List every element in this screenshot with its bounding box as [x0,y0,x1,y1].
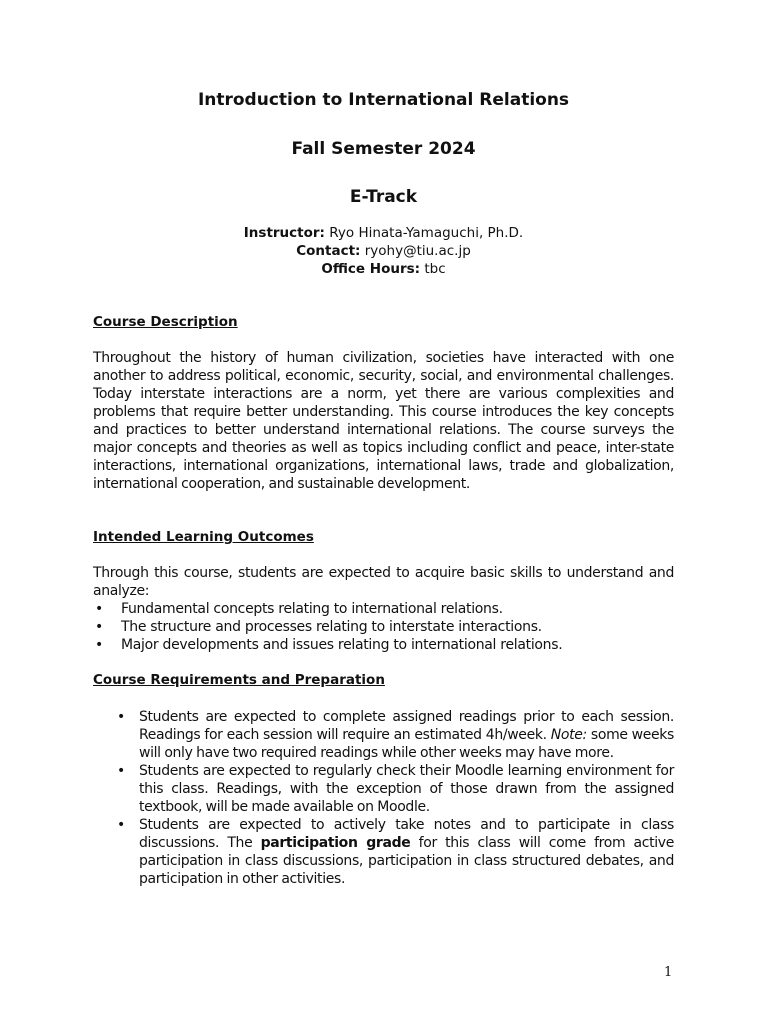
course-title: Introduction to International Relations [197,90,570,110]
contact-line [93,242,674,260]
contact-label: Contact: [296,243,361,259]
contact-value: ryohy@tiu.ac.jp [360,243,471,259]
list-item: • Students are expected to regularly check their Moodle learning environment for this class. Readings, with the exception of those drawn from the assigned textbook, will be made available on Moodle. [117,763,674,815]
bullet-icon: • [95,619,103,635]
list-item: • Fundamental concepts relating to international relations. [95,601,503,617]
office-hours-value: tbc [420,261,446,277]
learning-outcomes-list [93,600,674,654]
bullet-icon: • [117,817,125,833]
office-hours-line [93,260,674,278]
list-item: • The structure and processes relating to interstate interactions. [95,619,542,635]
semester-title: Fall Semester 2024 [291,139,476,159]
learning-outcomes-intro: Through this course, students are expected to acquire basic skills to understand and analyze: [93,565,674,599]
bullet-icon: • [95,601,103,617]
list-item: • Students are expected to complete assigned readings prior to each session. Readings for each session will require an estimated 4h/week. Note: some weeks will only have two required readings while other weeks may have more. [117,709,674,761]
page-number: 1 [664,965,673,980]
course-description-heading: Course Description [93,314,238,330]
requirements-heading: Course Requirements and Preparation [93,672,385,688]
course-description-text: Throughout the history of human civilization, societies have interacted with one another to address political, economic, security, social, and environmental challenges. Today interstate interactions are a norm, yet there are various complexities and problems that require better understanding. This course introduces the key concepts and practices to better understand international relations. The course surveys the major concepts and theories as well as topics including conflict and peace, inter-state interactions, international organizations, international laws, trade and globalization, international cooperation, and sustainable development. [93,350,674,492]
list-item: • Major developments and issues relating to international relations. [95,637,563,653]
participation-grade-bold: participation grade [260,835,411,851]
learning-outcomes-heading: Intended Learning Outcomes [93,529,314,545]
instructor-line [93,224,674,242]
note-label: Note: [550,727,587,743]
bullet-icon: • [117,763,125,779]
instructor-label: Instructor: [243,225,325,241]
bullet-icon: • [117,709,125,725]
instructor-value: Ryo Hinata-Yamaguchi, Ph.D. [324,225,524,241]
track-title: E-Track [349,187,418,207]
list-item: • Students are expected to actively take notes and to participate in class discussions. The participation grade for this class will come from active participation in class discussions, participation in class structured debates, and participation in other activities. [117,817,674,887]
bullet-icon: • [95,637,103,653]
requirements-list [115,708,674,888]
office-hours-label: Office Hours: [321,261,421,277]
